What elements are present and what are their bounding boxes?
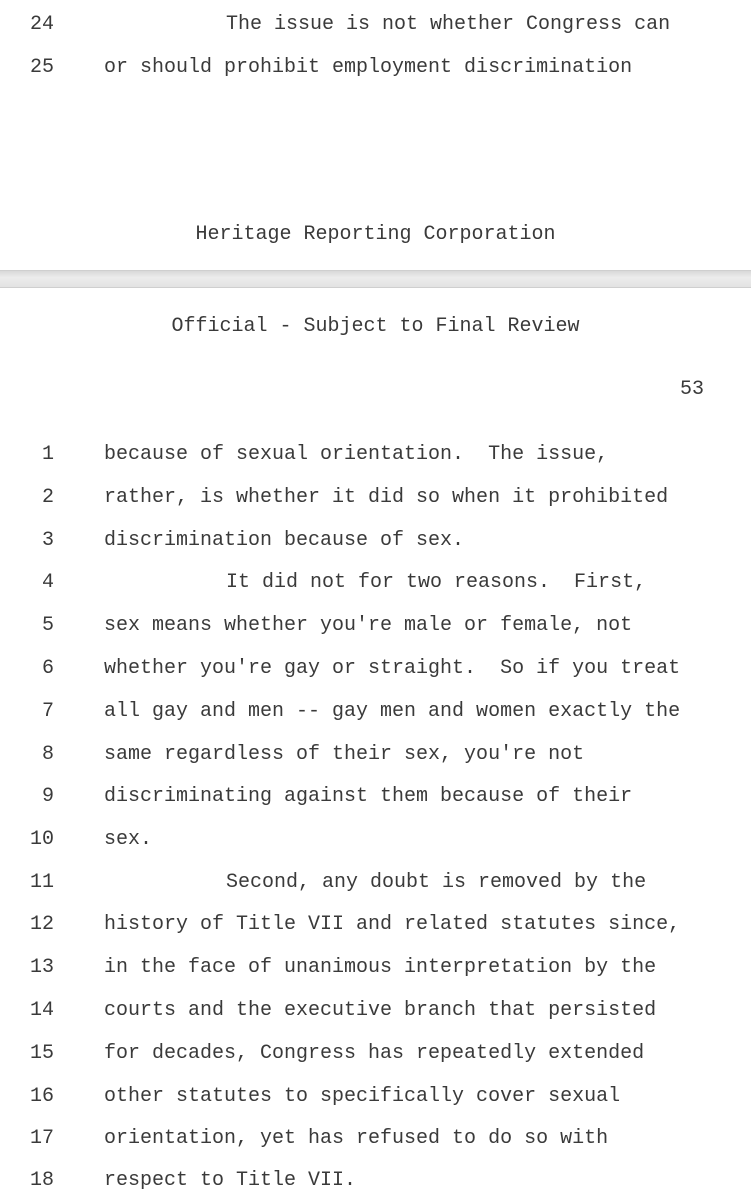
line-number: 11 [29,871,54,894]
line-text: because of sexual orientation. The issue, [104,443,609,466]
line-number: 15 [29,1042,54,1065]
line-number: 6 [41,657,54,680]
transcript-line [0,53,751,83]
line-text: courts and the executive branch that persisted [104,999,657,1022]
transcript-line [0,825,751,855]
line-number: 24 [29,13,54,36]
line-text: other statutes to specifically cover sexual [104,1085,621,1108]
line-text: sex means whether you're male or female, not [104,614,633,637]
line-number: 16 [29,1085,54,1108]
line-number: 2 [41,486,54,509]
line-text: sex. [104,828,153,851]
line-number: 9 [41,785,54,808]
line-number: 13 [29,956,54,979]
transcript-line [0,526,751,556]
transcript-line [0,483,751,513]
transcript-line [0,611,751,641]
line-text: discrimination because of sex. [104,529,465,552]
line-text: Second, any doubt is removed by the [226,871,647,894]
page-header: Official - Subject to Final Review [171,315,580,338]
line-number: 7 [41,700,54,723]
transcript-line [0,568,751,598]
transcript-line [0,697,751,727]
line-text: It did not for two reasons. First, [226,571,647,594]
line-number: 12 [29,913,54,936]
line-number: 17 [29,1127,54,1150]
line-number: 1 [41,443,54,466]
line-number: 14 [29,999,54,1022]
line-text: same regardless of their sex, you're not [104,743,585,766]
page-footer: Heritage Reporting Corporation [195,223,556,246]
transcript-line [0,1039,751,1069]
transcript-line [0,1124,751,1154]
transcript-line [0,868,751,898]
line-text: discriminating against them because of their [104,785,633,808]
line-text: all gay and men -- gay men and women exactly the [104,700,681,723]
line-text: in the face of unanimous interpretation by the [104,956,657,979]
line-text: rather, is whether it did so when it prohibited [104,486,669,509]
page-divider [0,270,751,288]
line-number: 10 [29,828,54,851]
line-text: for decades, Congress has repeatedly extended [104,1042,645,1065]
line-number: 5 [41,614,54,637]
line-number: 8 [41,743,54,766]
transcript-line [0,953,751,983]
transcript-line [0,440,751,470]
line-number: 18 [29,1169,54,1192]
transcript-line [0,1166,751,1196]
line-text: The issue is not whether Congress can [226,13,671,36]
line-text: whether you're gay or straight. So if you treat [104,657,681,680]
line-number: 4 [41,571,54,594]
transcript-line [0,1082,751,1112]
transcript-line [0,740,751,770]
transcript-line [0,996,751,1026]
line-text: or should prohibit employment discrimination [104,56,633,79]
transcript-line [0,910,751,940]
line-number: 3 [41,529,54,552]
page-number: 53 [679,378,704,401]
line-text: respect to Title VII. [104,1169,357,1192]
transcript-line [0,654,751,684]
line-text: history of Title VII and related statutes since, [104,913,681,936]
line-text: orientation, yet has refused to do so with [104,1127,609,1150]
transcript-line [0,782,751,812]
line-number: 25 [29,56,54,79]
transcript-line [0,10,751,40]
